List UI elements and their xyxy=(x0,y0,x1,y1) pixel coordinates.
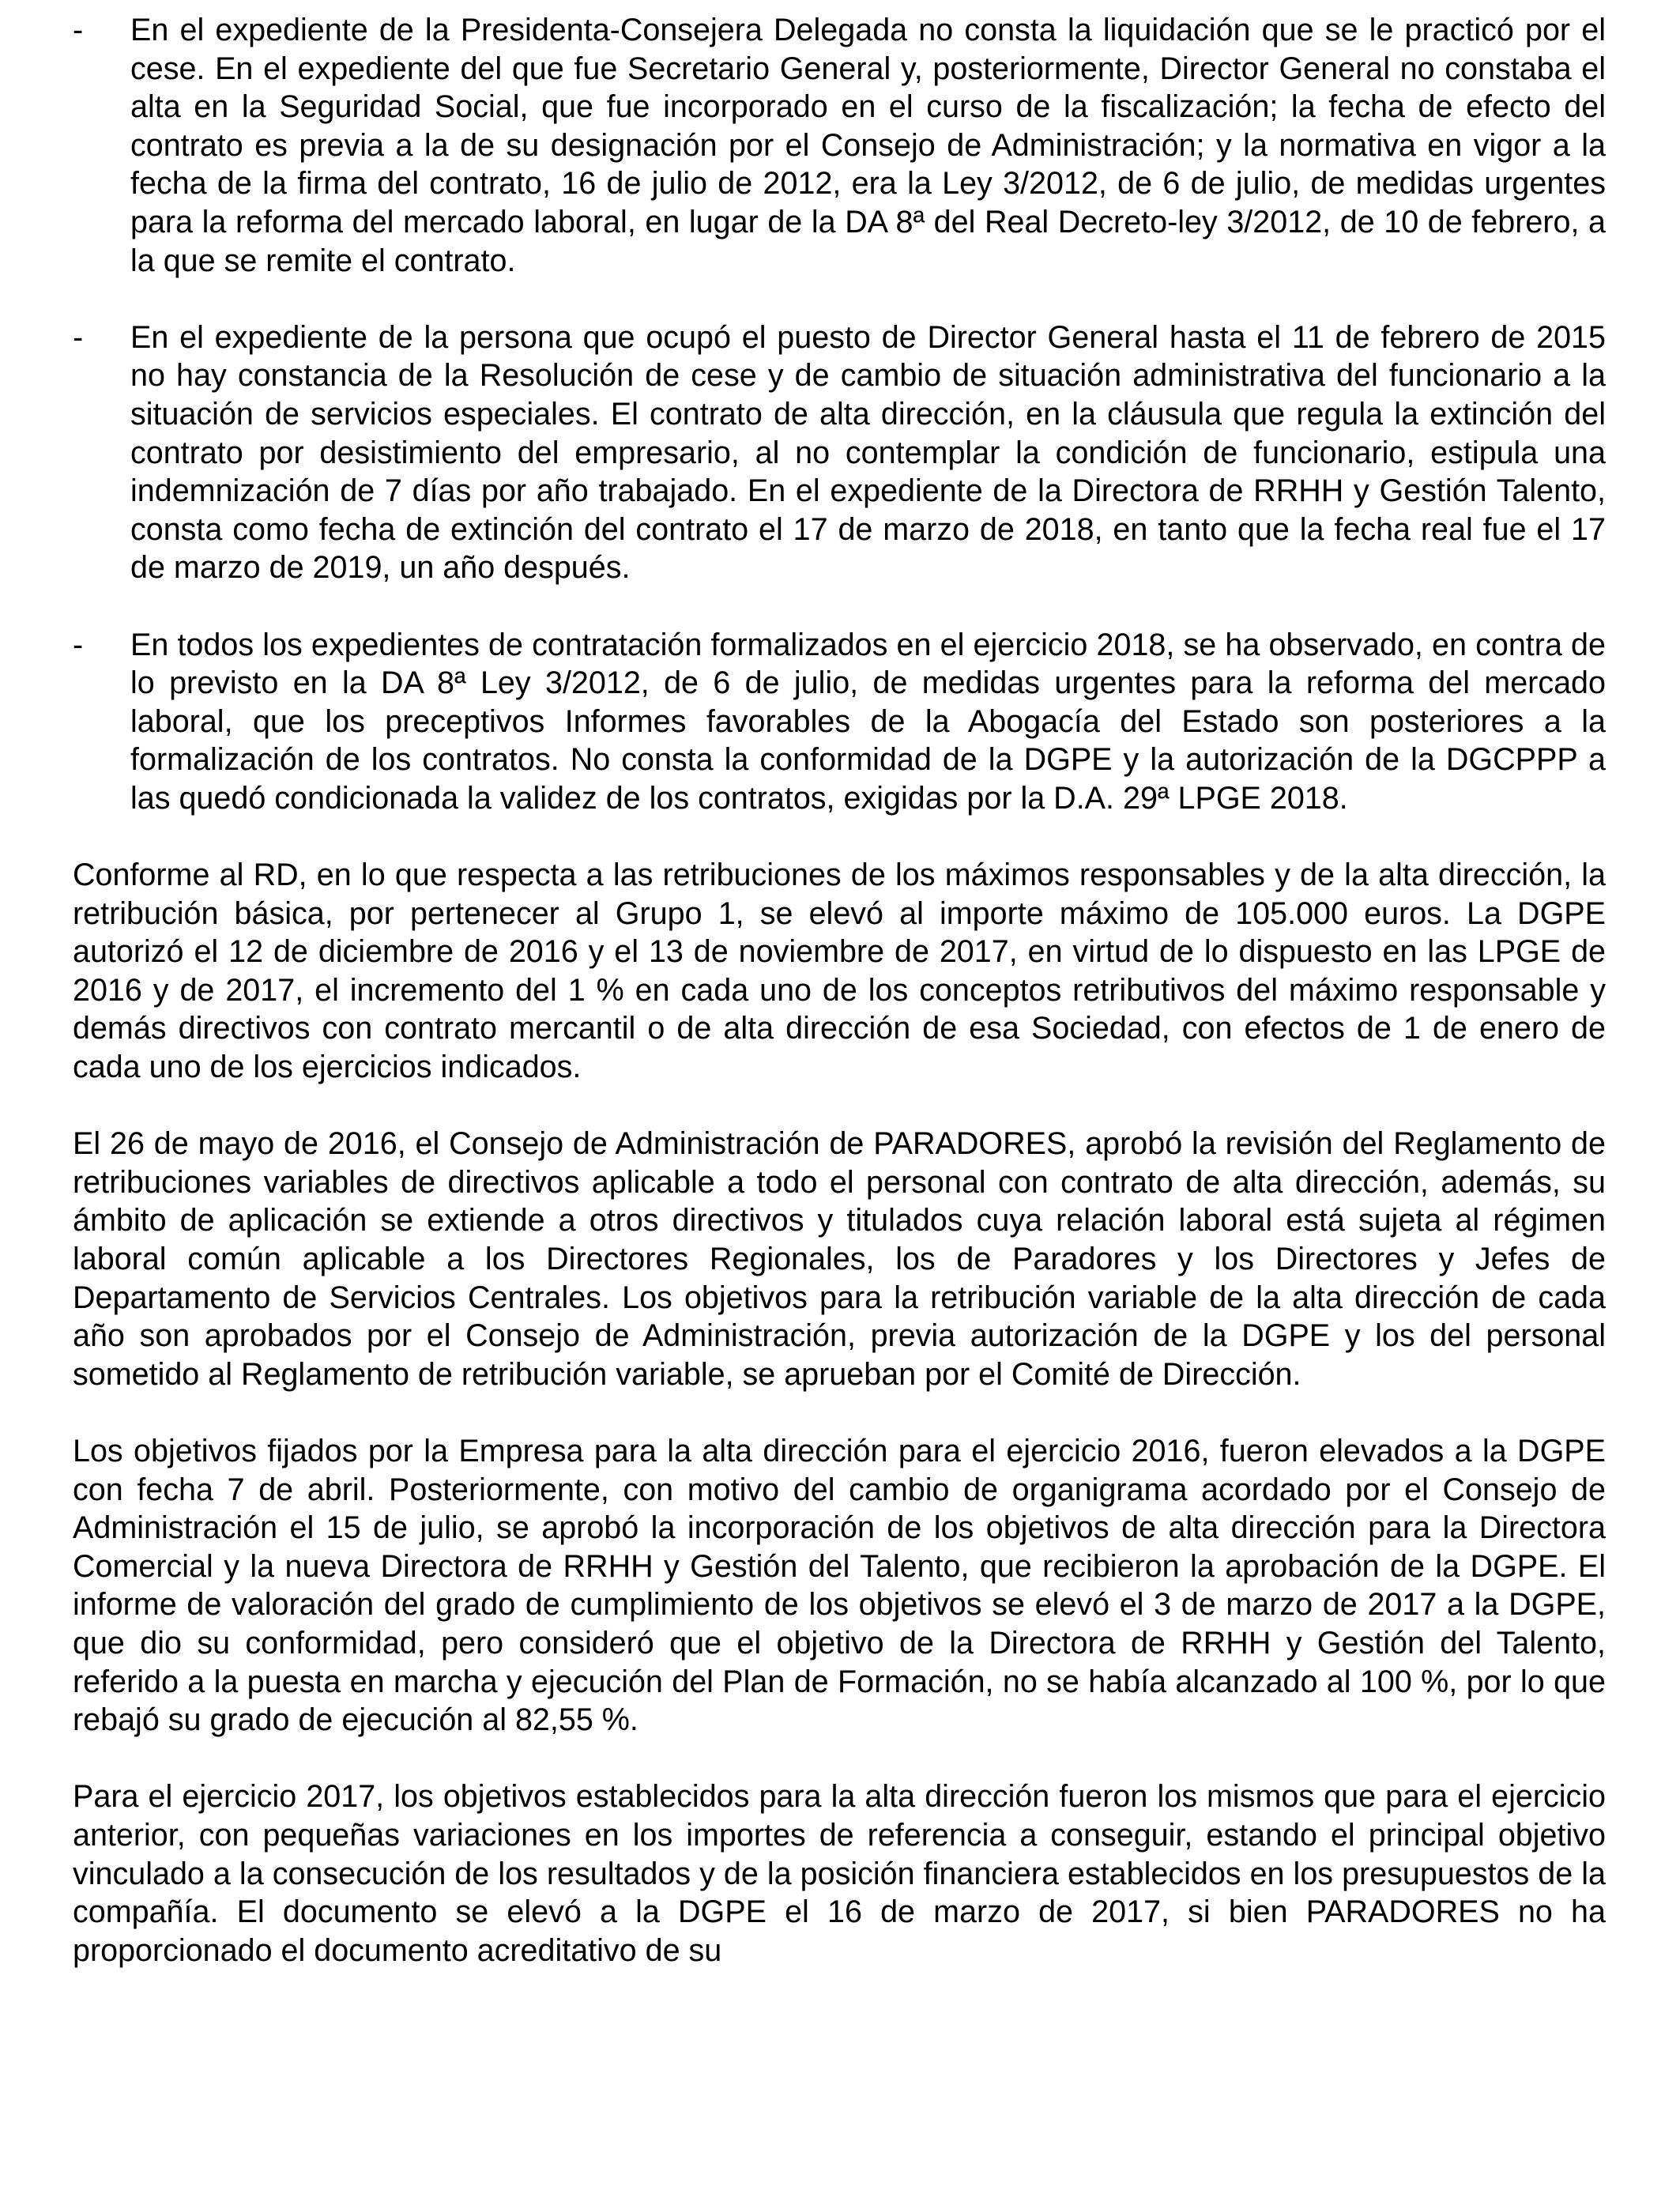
bullet-item xyxy=(73,11,1606,280)
paragraph-reglamento: El 26 de mayo de 2016, el Consejo de Administración de PARADORES, aprobó la revisión del Reglamento de retribuciones variables de directivos aplicable a todo el personal con contrato de alta dirección, además, su ámbito de aplicación se extiende a otros directivos y titulados cuya relación laboral está sujeta al régimen laboral común aplicable a los Directores Regionales, los de Paradores y los Directores y Jefes de Departamento de Servicios Centrales. Los objetivos para la retribución variable de la alta dirección de cada año son aprobados por el Consejo de Administración, previa autorización de la DGPE y los del personal sometido al Reglamento de retribución variable, se aprueban por el Comité de Dirección. xyxy=(73,1126,1606,1392)
bullet-item xyxy=(73,319,1606,587)
bullet-text: En el expediente de la persona que ocupó el puesto de Director General hasta el 11 de febrero de 2015 no hay constancia de la Resolución de cese y de cambio de situación administrativa del funcionario a la situación de servicios especiales. El contrato de alta dirección, en la cláusula que regula la extinción del contrato por desistimiento del empresario, al no contemplar la condición de funcionario, estipula una indemnización de 7 días por año trabajado. En el expediente de la Directora de RRHH y Gestión Talento, consta como fecha de extinción del contrato el 17 de marzo de 2018, en tanto que la fecha real fue el 17 de marzo de 2019, un año después. xyxy=(130,319,1606,586)
bullet-text: En el expediente de la Presidenta-Consejera Delegada no consta la liquidación que se le practicó por el cese. En el expediente del que fue Secretario General y, posteriormente, Director General no constaba el alta en la Seguridad Social, que fue incorporado en el curso de la fiscalización; la fecha de efecto del contrato es previa a la de su designación por el Consejo de Administración; y la normativa en vigor a la fecha de la firma del contrato, 16 de julio de 2012, era la Ley 3/2012, de 6 de julio, de medidas urgentes para la reforma del mercado laboral, en lugar de la DA 8ª del Real Decreto-ley 3/2012, de 10 de febrero, a la que se remite el contrato. xyxy=(130,13,1606,278)
bullet-dash: - xyxy=(73,319,84,355)
bullet-dash: - xyxy=(73,627,84,662)
bullet-text: En todos los expedientes de contratación formalizados en el ejercicio 2018, se ha observado, en contra de lo previsto en la DA 8ª Ley 3/2012, de 6 de julio, de medidas urgentes para la reforma del mercado laboral, que los preceptivos Informes favorables de la Abogacía del Estado son posteriores a la formalización de los contratos. No consta la conformidad de la DGPE y la autorización de la DGCPPP a las quedó condicionada la validez de los contratos, exigidas por la D.A. 29ª LPGE 2018. xyxy=(130,627,1606,816)
bullet-dash: - xyxy=(73,13,84,47)
document-page xyxy=(73,11,1606,1970)
bullet-item xyxy=(73,626,1606,818)
paragraph-objetivos-2017: Para el ejercicio 2017, los objetivos establecidos para la alta dirección fueron los mismos que para el ejercicio anterior, con pequeñas variaciones en los importes de referencia a conseguir, estando el principal objetivo vinculado a la consecución de los resultados y de la posición financiera establecidos en los presupuestos de la compañía. El documento se elevó a la DGPE el 16 de marzo de 2017, si bien PARADORES no ha proporcionado el documento acreditativo de su xyxy=(73,1779,1606,1968)
paragraph-retribuciones: Conforme al RD, en lo que respecta a las retribuciones de los máximos responsables y de la alta dirección, la retribución básica, por pertenecer al Grupo 1, se elevó al importe máximo de 105.000 euros. La DGPE autorizó el 12 de diciembre de 2016 y el 13 de noviembre de 2017, en virtud de lo dispuesto en las LPGE de 2016 y de 2017, el incremento del 1 % en cada uno de los conceptos retributivos del máximo responsable y demás directivos con contrato mercantil o de alta dirección de esa Sociedad, con efectos de 1 de enero de cada uno de los ejercicios indicados. xyxy=(73,858,1606,1085)
paragraph-objetivos-2016: Los objetivos fijados por la Empresa para la alta dirección para el ejercicio 2016, fueron elevados a la DGPE con fecha 7 de abril. Posteriormente, con motivo del cambio de organigrama acordado por el Consejo de Administración el 15 de julio, se aprobó la incorporación de los objetivos de alta dirección para la Directora Comercial y la nueva Directora de RRHH y Gestión del Talento, que recibieron la aprobación de la DGPE. El informe de valoración del grado de cumplimiento de los objetivos se elevó el 3 de marzo de 2017 a la DGPE, que dio su conformidad, pero consideró que el objetivo de la Directora de RRHH y Gestión del Talento, referido a la puesta en marcha y ejecución del Plan de Formación, no se había alcanzado al 100 %, por lo que rebajó su grado de ejecución al 82,55 %. xyxy=(73,1433,1606,1738)
